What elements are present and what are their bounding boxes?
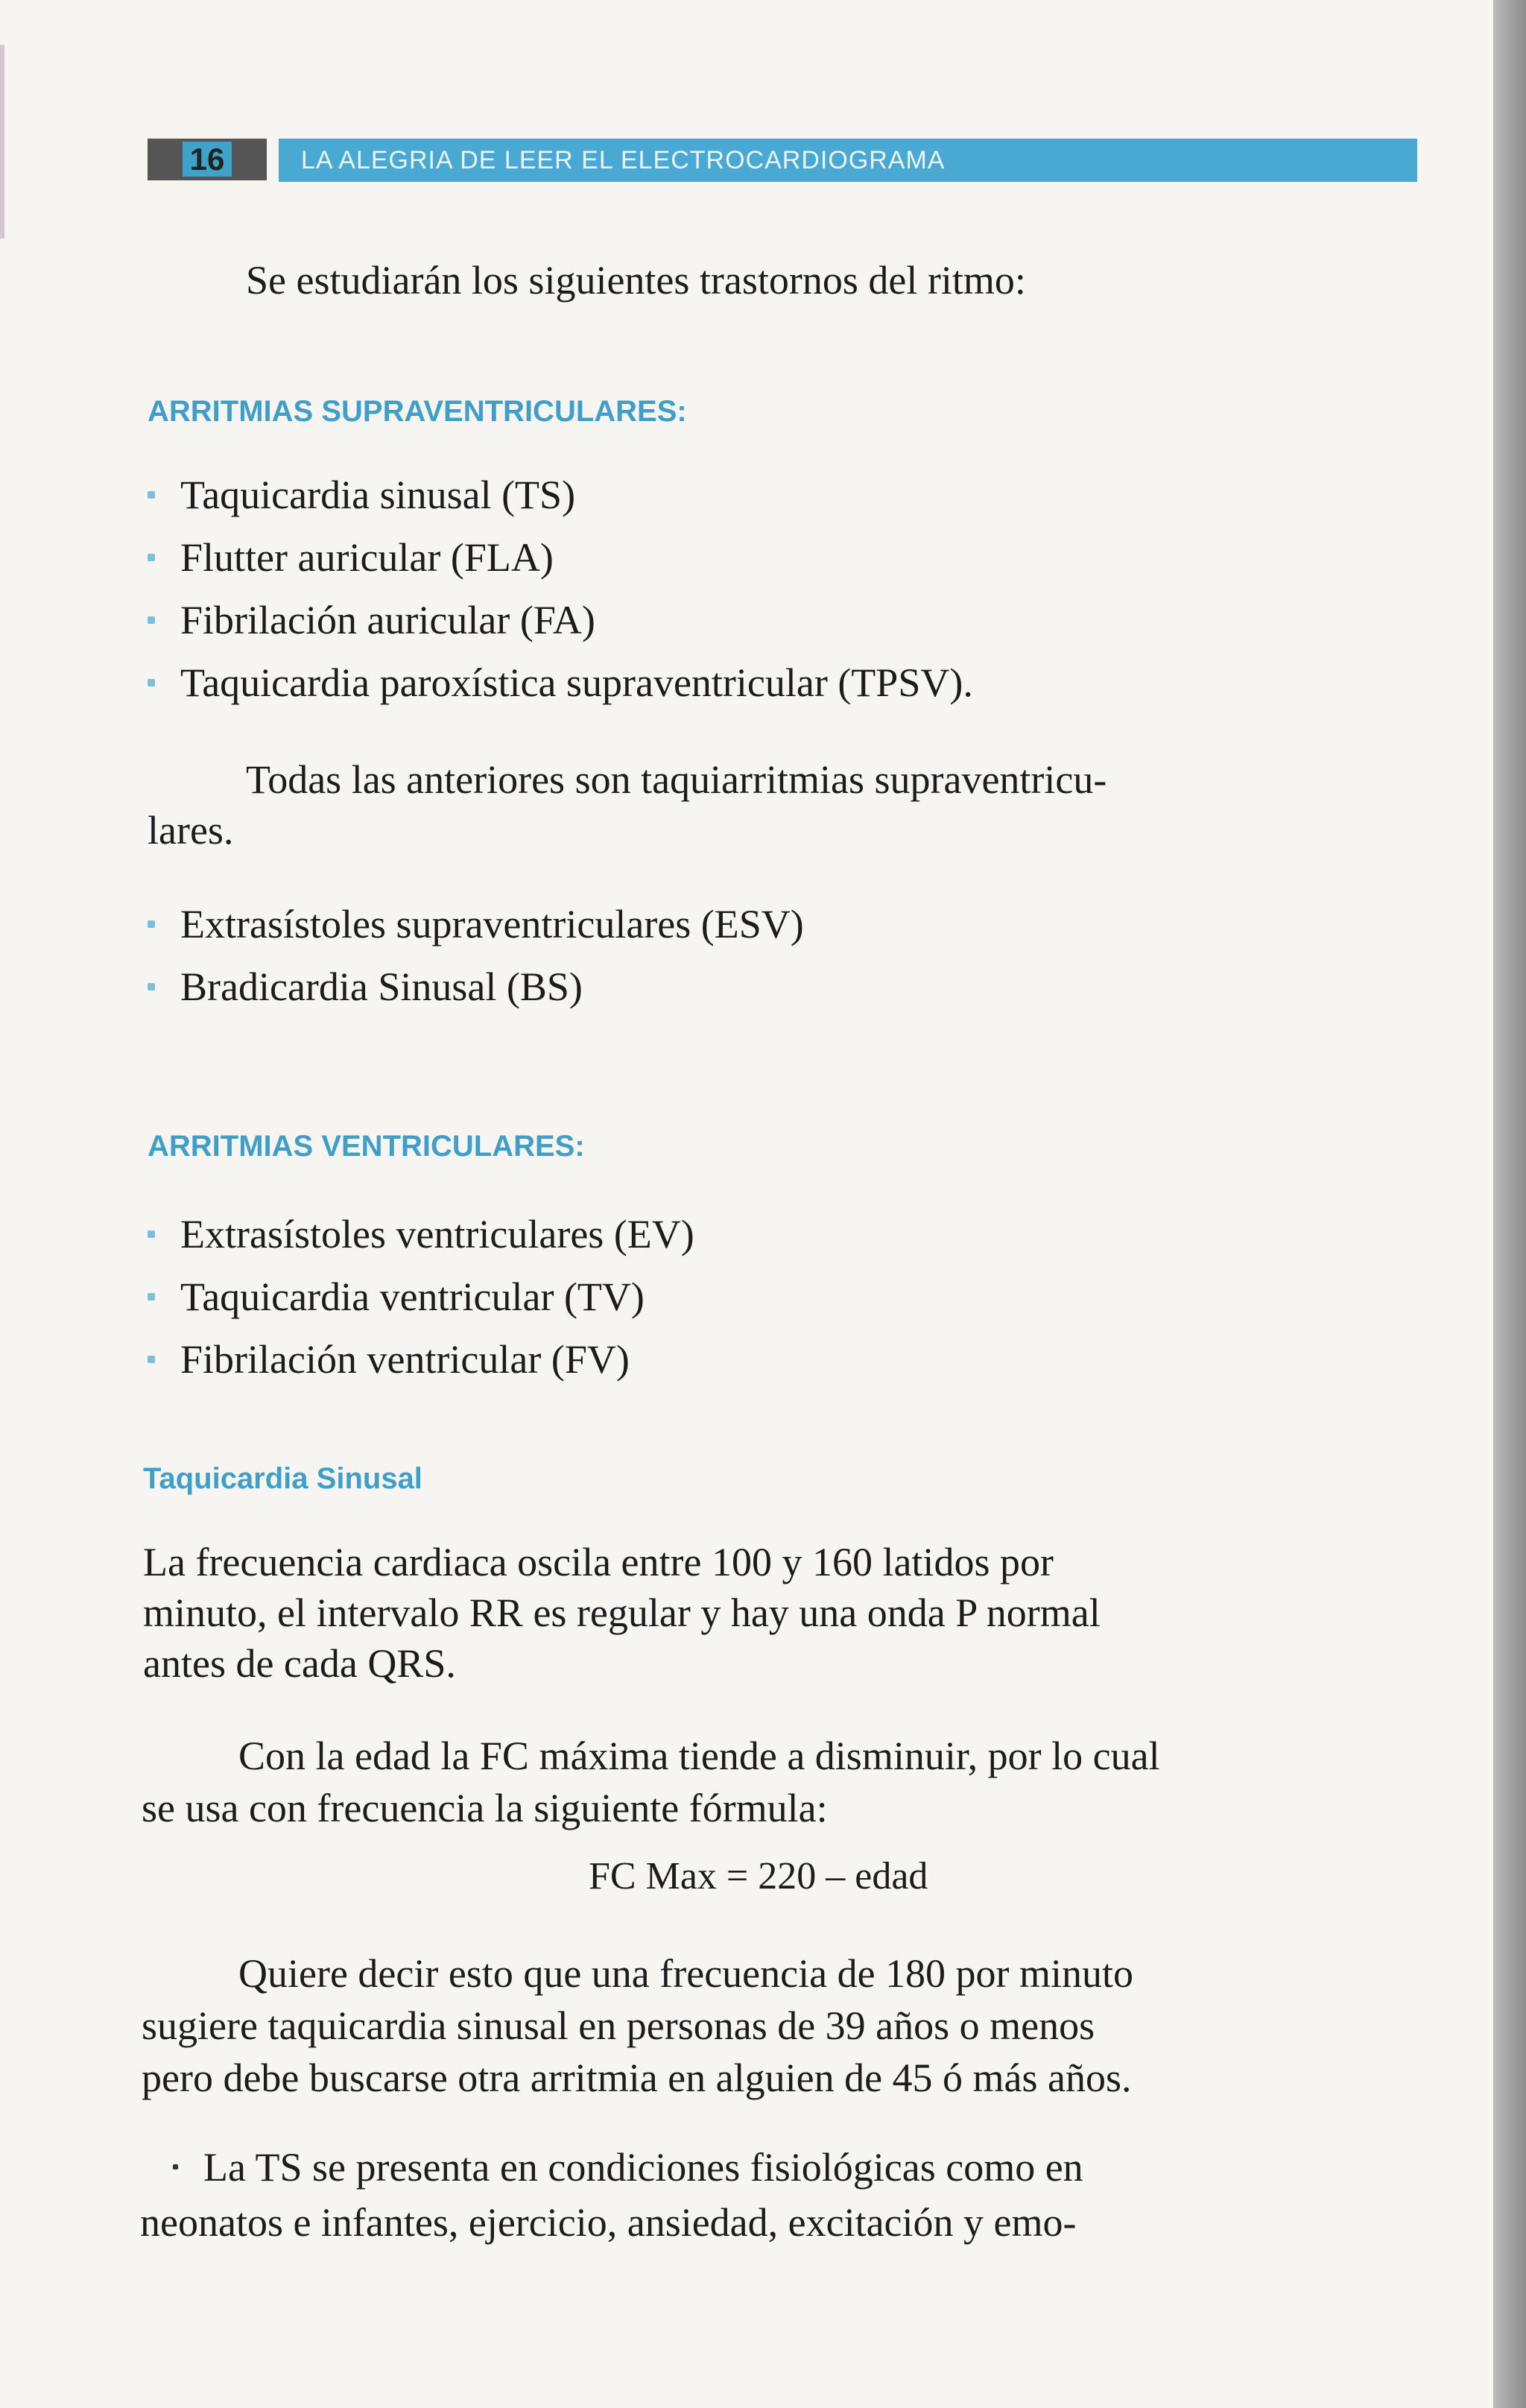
list-item: Taquicardia paroxística supraventricular (TPSV). <box>148 656 973 710</box>
bullet-icon <box>148 920 155 928</box>
paragraph-line: Con la edad la FC máxima tiende a disminuir, por lo cual <box>238 1734 1160 1778</box>
list-item: Taquicardia sinusal (TS) <box>148 468 575 522</box>
bullet-icon <box>148 491 155 499</box>
note-line-2: lares. <box>148 808 234 853</box>
bullet-icon <box>148 1293 155 1301</box>
page-edge-mark <box>0 45 4 238</box>
page-number: 16 <box>148 139 267 180</box>
subsection-heading-sinus-tachycardia: Taquicardia Sinusal <box>143 1462 422 1495</box>
paragraph-line: La frecuencia cardiaca oscila entre 100 y 160 latidos por <box>143 1540 1054 1584</box>
paragraph-line: pero debe buscarse otra arritmia en alguien de 45 ó más años. <box>142 2055 1132 2100</box>
bullet-icon <box>148 1230 155 1238</box>
paragraph-line: antes de cada QRS. <box>143 1641 456 1686</box>
note-line-1: Todas las anteriores son taquiarritmias supraventricu- <box>246 757 1107 802</box>
paragraph-line: Quiere decir esto que una frecuencia de 180 por minuto <box>238 1951 1134 1996</box>
bullet-icon <box>148 679 155 686</box>
list-item: Extrasístoles ventriculares (EV) <box>148 1207 694 1261</box>
list-item: Taquicardia ventricular (TV) <box>148 1270 645 1324</box>
intro-text: Se estudiarán los siguientes trastornos del ritmo: <box>246 258 1026 303</box>
bullet-icon <box>148 554 155 561</box>
paragraph-line: se usa con frecuencia la siguiente fórmula: <box>142 1786 828 1830</box>
list-item: La TS se presenta en condiciones fisiológicas como en <box>173 2140 1083 2194</box>
bullet-icon <box>148 1356 155 1363</box>
paragraph-line: sugiere taquicardia sinusal en personas de 39 años o menos <box>142 2003 1095 2048</box>
list-item: Fibrilación ventricular (FV) <box>148 1333 630 1386</box>
paragraph-line: neonatos e infantes, ejercicio, ansiedad, excitación y emo- <box>140 2200 1077 2245</box>
bullet-icon <box>148 616 155 624</box>
bullet-icon <box>148 983 155 990</box>
bullet-icon <box>173 2164 178 2170</box>
section-heading-supraventricular: ARRITMIAS SUPRAVENTRICULARES: <box>148 395 687 428</box>
running-head: LA ALEGRIA DE LEER EL ELECTROCARDIOGRAMA <box>279 139 1417 182</box>
paragraph-line: minuto, el intervalo RR es regular y hay una onda P normal <box>143 1590 1101 1635</box>
book-spine-shadow <box>1493 0 1526 2408</box>
formula: FC Max = 220 – edad <box>589 1855 928 1897</box>
list-item: Fibrilación auricular (FA) <box>148 593 595 647</box>
page-header <box>148 139 1414 183</box>
list-item: Extrasístoles supraventriculares (ESV) <box>148 897 804 951</box>
section-heading-ventricular: ARRITMIAS VENTRICULARES: <box>148 1130 585 1163</box>
list-item: Flutter auricular (FLA) <box>148 531 554 584</box>
list-item: Bradicardia Sinusal (BS) <box>148 960 583 1014</box>
